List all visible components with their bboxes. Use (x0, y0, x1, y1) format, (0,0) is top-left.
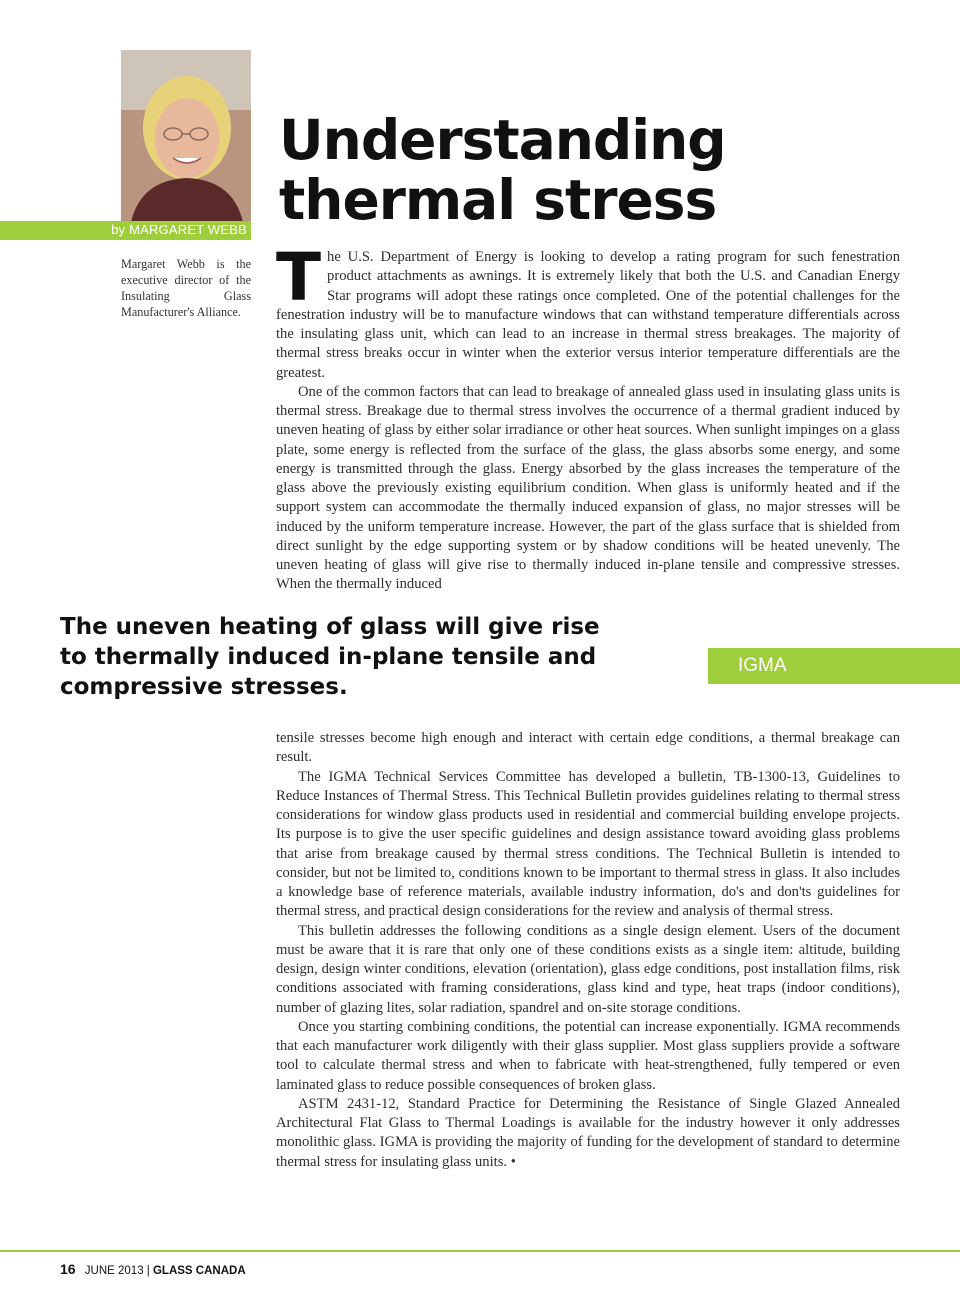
byline-bar (0, 221, 251, 240)
author-photo (121, 50, 251, 222)
paragraph-3: The IGMA Technical Services Committee has developed a bulletin, TB-1300-13, Guidelines to Reduce Instances of Thermal Stress. This Technical Bulletin provides guidelines relating to thermal stress considerations for window glass products used in residential and commercial building envelope projects. Its purpose is to give the user specific guidelines and design assistance toward avoiding glass problems that arise from breakage caused by thermal stress conditions. The Technical Bulletin is intended to consider, but not be limited to, conditions known to be important to thermal stress in glass. It also includes a knowledge base of reference materials, available industry information, do's and don'ts guidelines for thermal stress, and practical design considerations for the review and analysis of thermal stress. (276, 768, 900, 920)
paragraph-5: Once you starting combining conditions, the potential can increase exponentially. IGMA recommends that each manufacturer work diligently with their glass supplier. Most glass suppliers provide a software tool to calculate thermal stress and when to fabricate with heat-strengthened, fully tempered or even laminated glass to reduce possible consequences of broken glass. (276, 1018, 900, 1093)
author-bio: Margaret Webb is the executive director of the Insulating Glass Manufacturer's Alliance. (121, 257, 251, 319)
article-body-top (276, 239, 900, 595)
paragraph-2: One of the common factors that can lead to breakage of annealed glass used in insulating glass units is thermal stress. Breakage due to thermal stress involves the occurrence of a thermal gradient induced by uneven heating of glass by either solar irradiance or other heat sources. When sunlight impinges on a glass plate, some energy is reflected from the surface of the glass, the glass absorbs some energy, and some energy is transmitted through the glass. Energy absorbed by the glass increases the temperature of the glass above the previously existing equilibrium condition. When glass is uniformly heated and if the support system can accommodate the thermally induced expansion of glass, no major stresses will be induced by the uniform temperature increase. However, the part of the glass surface that is shielded from direct sunlight by the edge supporting system or by shadow conditions will be heated unevenly. The uneven heating of glass will give rise to thermally induced in-plane tensile and compressive stresses. When the thermally induced (276, 383, 900, 593)
paragraph-1-text: he U.S. Department of Energy is looking to develop a rating program for such fenestration product attachments as awnings. It is extremely likely that both the U.S. and Canadian Energy Star programs will adopt these ratings once completed. One of the potential challenges for the fenestration industry will be to manufacture windows that can withstand temperature differentials across the insulating glass unit, which can lead to an increase in thermal stress breakages. The majority of thermal stress breaks occur in winter when the exterior versus interior temperature differentials are the greatest. (276, 249, 900, 381)
paragraph-1 (276, 239, 900, 383)
footer-rule (0, 1250, 960, 1252)
author-byline: by MARGARET WEBB (111, 222, 247, 237)
paragraph-6: ASTM 2431-12, Standard Practice for Determining the Resistance of Single Glazed Annealed Architectural Flat Glass to Thermal Loadings is available for the industry however it only addresses monolithic glass. IGMA is providing the majority of funding for the development of standard to determine thermal stress for insulating glass units. • (276, 1095, 900, 1170)
paragraph-2-continued: tensile stresses become high enough and interact with certain edge conditions, a thermal breakage can result. (276, 730, 900, 766)
pull-quote: The uneven heating of glass will give rise to thermally induced in-plane tensile and compressive stresses. (60, 614, 600, 700)
drop-cap: T (276, 239, 322, 316)
issue-date: JUNE 2013 | (84, 1265, 150, 1277)
page-number: 16 (60, 1261, 76, 1277)
article-body-bottom (276, 729, 900, 1172)
title-line-1: Understanding (279, 108, 726, 172)
paragraph-4: This bulletin addresses the following conditions as a single design element. Users of the document must be aware that it is rare that only one of these conditions exists as a single item: altitude, building design, design winter conditions, elevation (orientation), glass edge conditions, post installation films, risk conditions associated with framing considerations, glass kind and type, heat traps (indoor conditions), number of glazing lites, solar radiation, spandrel and on-site storage conditions. (276, 922, 900, 1016)
magazine-name: GLASS CANADA (152, 1265, 246, 1277)
article-title (279, 110, 899, 230)
section-tag: IGMA (708, 648, 960, 684)
page-footer (60, 1261, 246, 1277)
title-line-2: thermal stress (279, 168, 717, 232)
